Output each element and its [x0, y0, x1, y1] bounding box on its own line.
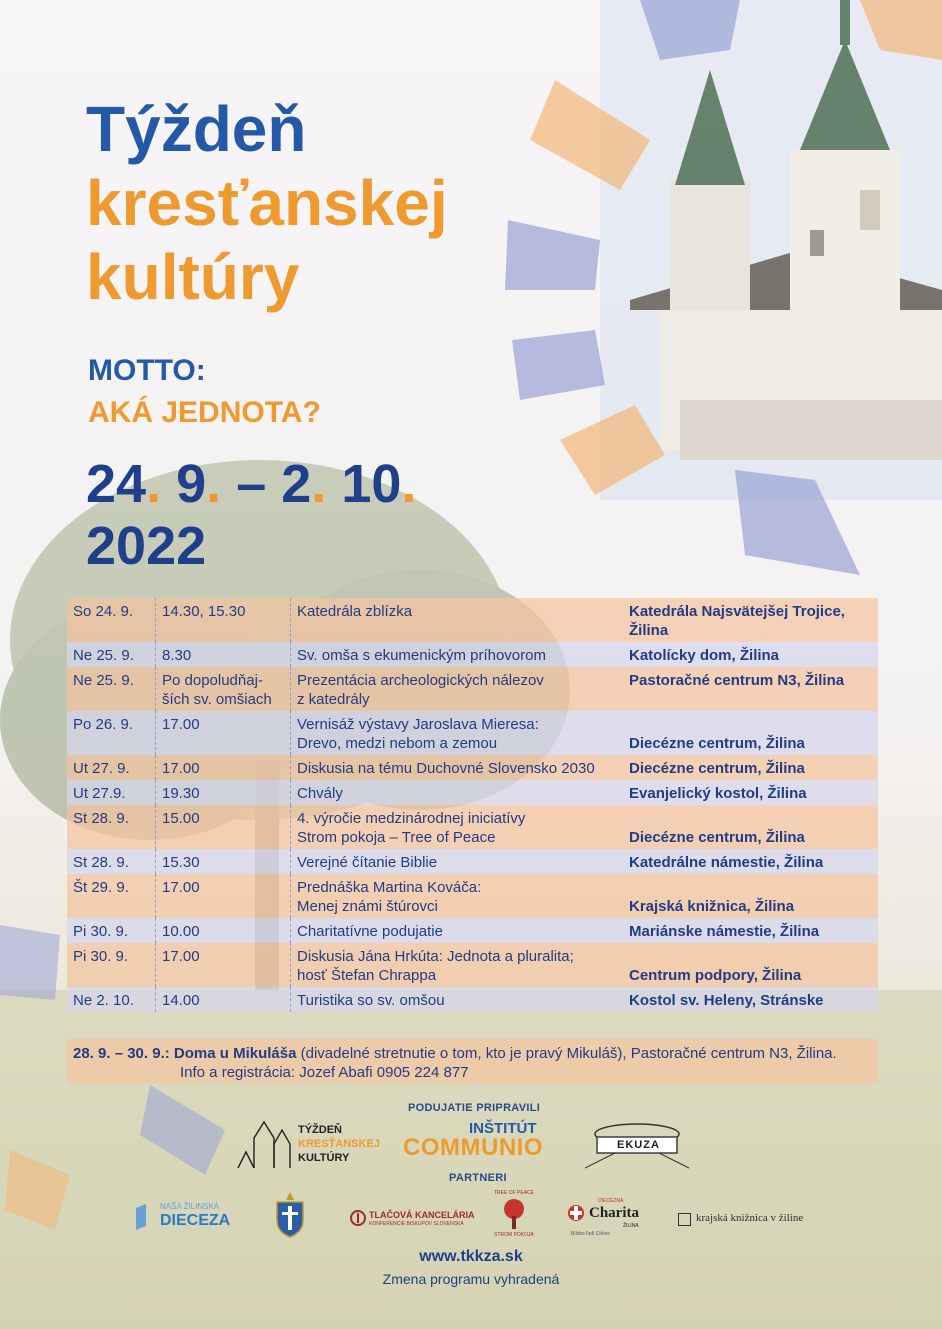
- schedule-event: Chvály: [291, 780, 624, 805]
- title-line-3: kultúry: [86, 241, 300, 313]
- note-dates: 28. 9. – 30. 9.:: [73, 1045, 170, 1062]
- schedule-place: Diecézne centrum, Žilina: [623, 711, 878, 755]
- motto: [88, 350, 321, 434]
- kniznica-logo: [678, 1211, 818, 1229]
- schedule-day: Ut 27.9.: [67, 780, 156, 805]
- schedule-day: Ne 25. 9.: [67, 667, 156, 711]
- schedule-time: 10.00: [156, 918, 291, 943]
- dieceza-logo-line-2: DIECEZA: [160, 1212, 231, 1229]
- title-line-1: Týždeň: [86, 93, 307, 165]
- motto-text: AKÁ JEDNOTA?: [88, 396, 321, 429]
- kniznica-mark-icon: [678, 1213, 691, 1226]
- schedule-event: Sv. omša s ekumenickým príhovorom: [291, 642, 624, 667]
- schedule-place: Mariánske námestie, Žilina: [623, 918, 878, 943]
- schedule-place: Kostol sv. Heleny, Stránske: [623, 987, 878, 1012]
- tkk-logo-line-3: KULTÚRY: [298, 1152, 350, 1164]
- note-description: (divadelné stretnutie o tom, kto je pravý Mikuláš), Pastoračné centrum N3, Žilina.: [300, 1045, 837, 1062]
- date-dot: .: [206, 454, 222, 514]
- title-line-2: kresťanskej: [86, 167, 448, 239]
- start-day: 24: [86, 454, 147, 514]
- event-title: [86, 92, 448, 314]
- schedule-row: [67, 598, 878, 642]
- schedule-event: Turistika so sv. omšou: [291, 987, 624, 1012]
- kniznica-logo-text: krajská knižnica v žiline: [696, 1212, 804, 1224]
- tkk-logo: [236, 1118, 386, 1170]
- schedule-row: [67, 780, 878, 805]
- schedule-day: Ut 27. 9.: [67, 755, 156, 780]
- schedule-day: Po 26. 9.: [67, 711, 156, 755]
- schedule-day: Ne 2. 10.: [67, 987, 156, 1012]
- schedule-time: 17.00: [156, 943, 291, 987]
- schedule-day: St 28. 9.: [67, 805, 156, 849]
- schedule-event: Prezentácia archeologických nálezov z katedrály: [291, 667, 624, 711]
- communio-logo-line-2: COMMUNIO: [403, 1134, 543, 1161]
- extra-event-note: [67, 1039, 878, 1083]
- schedule-time: 17.00: [156, 711, 291, 755]
- schedule-place: Pastoračné centrum N3, Žilina: [623, 667, 878, 711]
- note-title: Doma u Mikuláša: [173, 1045, 297, 1062]
- schedule-event: Diskusia Jána Hrkúta: Jednota a pluralita; hosť Štefan Chrappa: [291, 943, 624, 987]
- tree-of-peace-icon: [500, 1198, 528, 1230]
- date-dot: .: [401, 454, 417, 514]
- schedule-place: Katedrála Najsvätejšej Trojice, Žilina: [623, 598, 878, 642]
- communio-logo-line-1: INŠTITÚT: [469, 1120, 537, 1137]
- schedule-time: 19.30: [156, 780, 291, 805]
- schedule-day: Pi 30. 9.: [67, 918, 156, 943]
- schedule-place: Katolícky dom, Žilina: [623, 642, 878, 667]
- dieceza-logo-line-1: NAŠA ŽILINSKÁ: [160, 1202, 220, 1211]
- strom-pokoja-logo: [490, 1190, 538, 1240]
- schedule-time: 15.30: [156, 849, 291, 874]
- schedule-time: 17.00: [156, 755, 291, 780]
- website-link[interactable]: www.tkkza.sk: [419, 1248, 523, 1265]
- schedule-row: [67, 874, 878, 918]
- schedule-place: Diecézne centrum, Žilina: [623, 755, 878, 780]
- charita-logo-line-4: Blízko ľudí Cirkve: [571, 1231, 610, 1237]
- tlacova-logo-line-1: TLAČOVÁ KANCELÁRIA: [369, 1210, 475, 1220]
- dieceza-mark-icon: [134, 1204, 148, 1230]
- schedule-time: Po dopoludňaj- ších sv. omšiach: [156, 667, 291, 711]
- schedule-event: Katedrála zblízka: [291, 598, 624, 642]
- schedule-event: Charitatívne podujatie: [291, 918, 624, 943]
- schedule-row: [67, 918, 878, 943]
- schedule-row: [67, 849, 878, 874]
- charita-logo-line-2: Charita: [589, 1205, 639, 1221]
- schedule-time: 14.30, 15.30: [156, 598, 291, 642]
- schedule-row: [67, 805, 878, 849]
- schedule-event: 4. výročie medzinárodnej iniciatívy Strom pokoja – Tree of Peace: [291, 805, 624, 849]
- start-month: 9: [176, 454, 207, 514]
- event-year: 2022: [86, 516, 207, 576]
- charita-logo: [567, 1198, 647, 1240]
- schedule-day: St 28. 9.: [67, 849, 156, 874]
- schedule-event: Prednáška Martina Kováča: Menej známi štúrovci: [291, 874, 624, 918]
- charita-cross-icon: [567, 1202, 585, 1224]
- schedule-day: Pi 30. 9.: [67, 943, 156, 987]
- schedule-time: 14.00: [156, 987, 291, 1012]
- communio-logo: [403, 1120, 563, 1166]
- dieceza-logo: [134, 1202, 239, 1232]
- schedule-event: Verejné čítanie Biblie: [291, 849, 624, 874]
- tkk-logo-line-1: TÝŽDEŇ: [298, 1124, 342, 1136]
- schedule-event: Vernisáž výstavy Jaroslava Mieresa: Drevo, medzi nebom a zemou: [291, 711, 624, 755]
- schedule-place: Krajská knižnica, Žilina: [623, 874, 878, 918]
- schedule-day: Št 29. 9.: [67, 874, 156, 918]
- strom-logo-line-1: TREE OF PEACE: [493, 1190, 534, 1196]
- end-month: 10: [341, 454, 402, 514]
- motto-label: MOTTO:: [88, 354, 206, 387]
- date-dot: .: [146, 454, 162, 514]
- date-dot: .: [311, 454, 327, 514]
- schedule-event: Diskusia na tému Duchovné Slovensko 2030: [291, 755, 624, 780]
- schedule-row: [67, 987, 878, 1012]
- date-dash: –: [236, 454, 267, 514]
- program-change-note: Zmena programu vyhradená: [382, 1271, 560, 1287]
- schedule-row: [67, 755, 878, 780]
- schedule-time: 17.00: [156, 874, 291, 918]
- schedule-day: Ne 25. 9.: [67, 642, 156, 667]
- schedule-time: 8.30: [156, 642, 291, 667]
- schedule-row: [67, 642, 878, 667]
- strom-logo-line-2: STROM POKOJA: [494, 1232, 534, 1238]
- diocese-coat-of-arms-icon: [272, 1192, 308, 1238]
- organizers-label: PODUJATIE PRIPRAVILI: [408, 1102, 541, 1114]
- ekuza-logo-text: EKUZA: [617, 1139, 660, 1151]
- event-dates: [86, 456, 416, 574]
- schedule-table: [67, 598, 878, 1012]
- schedule-row: [67, 667, 878, 711]
- schedule-row: [67, 943, 878, 987]
- charita-logo-line-1: DIECÉZNA: [598, 1198, 624, 1204]
- tlacova-logo-line-2: KONFERENCIE BISKUPOV SLOVENSKA: [369, 1221, 464, 1227]
- schedule-place: Evanjelický kostol, Žilina: [623, 780, 878, 805]
- schedule-place: Diecézne centrum, Žilina: [623, 805, 878, 849]
- partners-label: PARTNERI: [449, 1172, 507, 1184]
- tkk-logo-line-2: KRESŤANSKEJ: [298, 1138, 380, 1150]
- schedule-day: So 24. 9.: [67, 598, 156, 642]
- note-info: Info a registrácia: Jozef Abafi 0905 224 877: [180, 1064, 469, 1081]
- charita-logo-line-3: ŽILINA: [623, 1223, 639, 1229]
- church-outline-icon: [236, 1118, 296, 1170]
- ekuza-logo: [585, 1120, 690, 1170]
- end-day: 2: [281, 454, 312, 514]
- schedule-row: [67, 711, 878, 755]
- schedule-time: 15.00: [156, 805, 291, 849]
- tlacova-kancelaria-logo: [350, 1208, 475, 1232]
- tlacova-mark-icon: [350, 1210, 366, 1226]
- schedule-place: Centrum podpory, Žilina: [623, 943, 878, 987]
- schedule-place: Katedrálne námestie, Žilina: [623, 849, 878, 874]
